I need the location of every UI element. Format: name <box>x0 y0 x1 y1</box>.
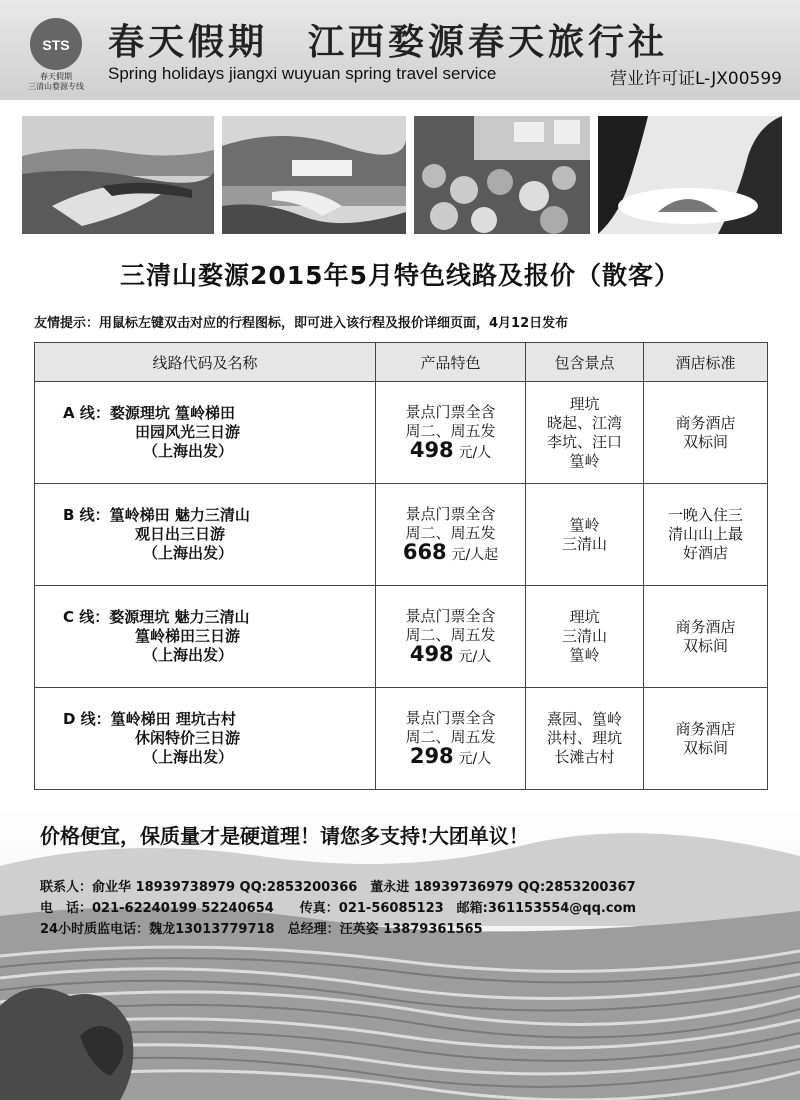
route-name-line1: D 线：篁岭梯田 理坑古村 <box>63 710 236 728</box>
header-hotel: 酒店标准 <box>644 343 768 382</box>
price: 668 <box>402 539 447 564</box>
route-name-line2: 观日出三日游 <box>135 525 226 543</box>
route-spots: 理坑 三清山 篁岭 <box>526 586 644 688</box>
route-spots: 篁岭 三清山 <box>526 484 644 586</box>
table-row[interactable] <box>35 688 768 790</box>
route-name-line3: （上海出发） <box>143 544 234 562</box>
route-feature: 景点门票全含 周二、周五发 498 元/人 <box>376 382 526 484</box>
brand-name-cn: 春天假期 江西婺源春天旅行社 <box>108 21 669 63</box>
header-spots: 包含景点 <box>526 343 644 382</box>
price: 298 <box>409 743 454 768</box>
route-name-line1: A 线：婺源理坑 篁岭梯田 <box>63 404 236 422</box>
header-route: 线路代码及名称 <box>35 343 376 382</box>
route-name[interactable] <box>35 382 376 484</box>
route-name-line2: 休闲特价三日游 <box>135 729 241 747</box>
price-unit: 元/人 <box>458 648 492 665</box>
logo-text: STS <box>42 37 70 53</box>
photo-river-landscape[interactable] <box>22 116 214 234</box>
header-banner <box>0 0 800 100</box>
table-header-row <box>35 343 768 382</box>
price-unit: 元/人 <box>458 444 492 461</box>
photo-mountain-sea-of-clouds[interactable] <box>598 116 782 234</box>
slogan: 价格便宜，保质量才是硬道理！请您多支持!大团单议！ <box>40 824 529 848</box>
business-license: 营业许可证L-JX00599 <box>610 69 782 89</box>
route-name-line1: B 线：篁岭梯田 魅力三清山 <box>63 506 250 524</box>
contact-phone-fax-email: 电 话：021-62240199 52240654 传真：021-56085123 邮箱:361153554@qq.com <box>40 901 637 916</box>
route-hotel: 商务酒店 双标间 <box>644 688 768 790</box>
route-spots: 熹园、篁岭 洪村、理坑 长滩古村 <box>526 688 644 790</box>
route-spots: 理坑 晓起、江湾 李坑、汪口 篁岭 <box>526 382 644 484</box>
page-title: 三清山婺源2015年5月特色线路及报价（散客） <box>120 261 680 290</box>
tip-text: 友情提示：用鼠标左键双击对应的行程图标，即可进入该行程及报价详细页面，4月12日发布 <box>34 316 569 331</box>
price: 498 <box>409 437 454 462</box>
route-name[interactable] <box>35 688 376 790</box>
route-feature: 景点门票全含 周二、周五发 498 元/人 <box>376 586 526 688</box>
price-unit: 元/人 <box>458 750 492 767</box>
table-row[interactable] <box>35 382 768 484</box>
route-name[interactable] <box>35 586 376 688</box>
route-name-line3: （上海出发） <box>143 442 234 460</box>
logo-caption: 春天假期 三清山婺源专线 <box>28 72 84 91</box>
route-name-line2: 田园风光三日游 <box>135 423 241 441</box>
photo-village-lake[interactable] <box>222 116 406 234</box>
routes-table <box>34 342 768 790</box>
sts-logo <box>24 10 88 74</box>
terraced-fields-background <box>0 806 800 1100</box>
photo-drying-baskets[interactable] <box>414 116 590 234</box>
contact-hotline-manager: 24小时质监电话：魏龙13013779718 总经理：汪英姿 13879361565 <box>40 922 483 937</box>
route-hotel: 商务酒店 双标间 <box>644 586 768 688</box>
route-hotel: 一晚入住三 清山山上最 好酒店 <box>644 484 768 586</box>
route-name-line3: （上海出发） <box>143 748 234 766</box>
route-name[interactable] <box>35 484 376 586</box>
price: 498 <box>409 641 454 666</box>
brand-name-en: Spring holidays jiangxi wuyuan spring travel service <box>108 64 497 83</box>
route-name-line2: 篁岭梯田三日游 <box>135 627 241 645</box>
table-row[interactable] <box>35 484 768 586</box>
route-hotel: 商务酒店 双标间 <box>644 382 768 484</box>
contact-people: 联系人：俞业华 18939738979 QQ:2853200366 董永进 18939736979 QQ:2853200367 <box>40 880 636 895</box>
price-unit: 元/人起 <box>451 546 499 563</box>
route-name-line1: C 线：婺源理坑 魅力三清山 <box>63 608 250 626</box>
scenery-photos <box>22 116 782 234</box>
header-feature: 产品特色 <box>376 343 526 382</box>
route-feature: 景点门票全含 周二、周五发 298 元/人 <box>376 688 526 790</box>
table-row[interactable] <box>35 586 768 688</box>
route-feature: 景点门票全含 周二、周五发 668 元/人起 <box>376 484 526 586</box>
route-name-line3: （上海出发） <box>143 646 234 664</box>
